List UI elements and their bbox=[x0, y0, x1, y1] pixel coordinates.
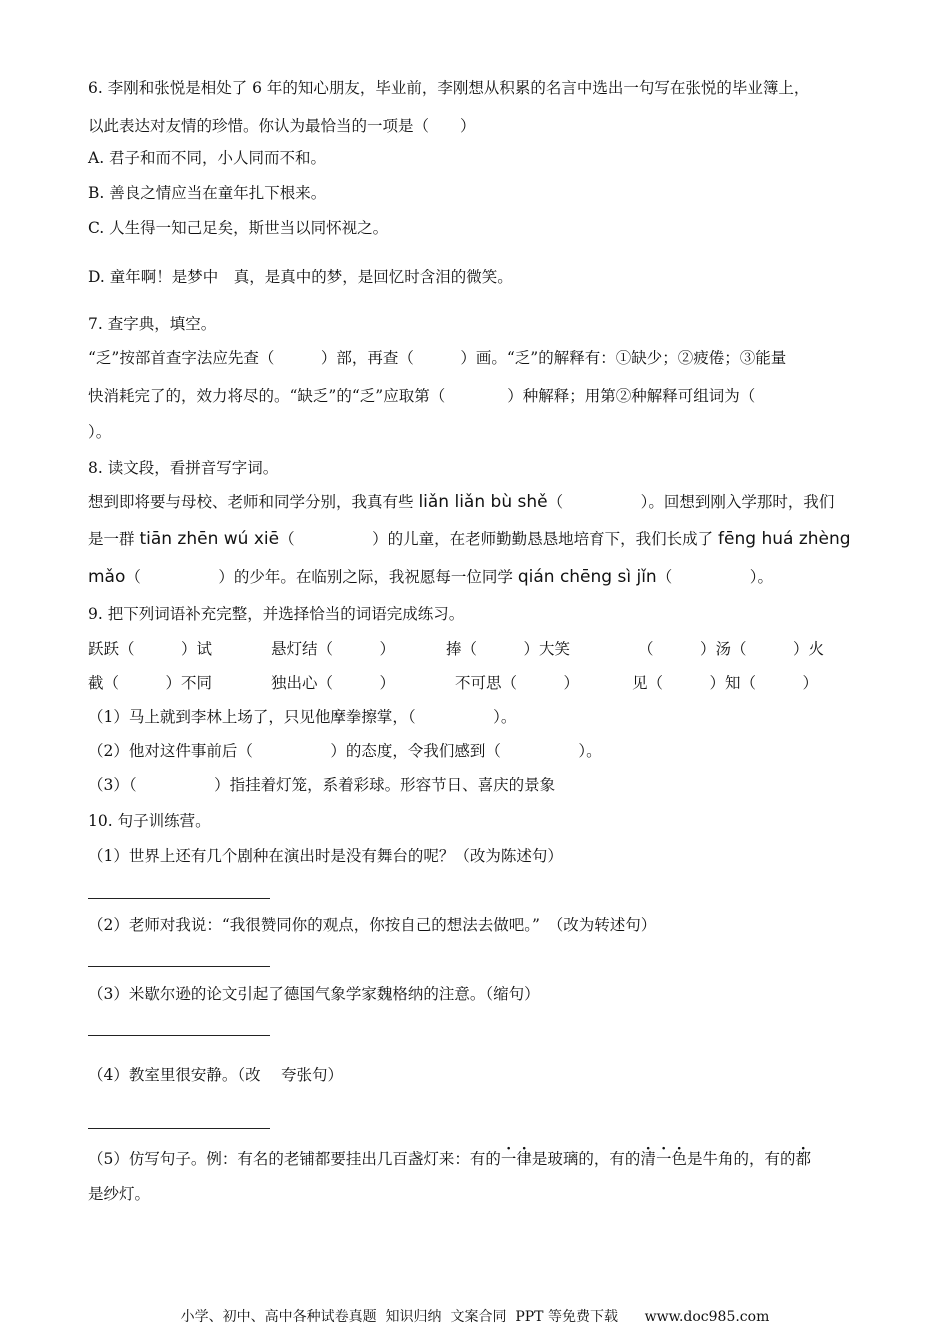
q8-line3-text-a: （ ）的少年。在临别之际，我祝愿每一位同学 bbox=[125, 568, 518, 586]
q8-pinyin-2: tiān zhēn wú xiē bbox=[139, 529, 280, 549]
q8-title: 8. 读文段，看拼音写字词。 bbox=[88, 459, 279, 477]
q10-item-2: （2）老师对我说：“我很赞同你的观点，你按自己的想法去做吧。” （改为转述句） bbox=[88, 916, 657, 934]
q10-emphasis-3: 都 bbox=[795, 1150, 811, 1168]
q8-pinyin-4: qián chēng sì jǐn bbox=[517, 567, 657, 587]
q9-sentence-2: （2）他对这件事前后（ ）的态度，令我们感到（ ）。 bbox=[88, 742, 602, 760]
q9-sentence-3: （3）（ ）指挂着灯笼，系着彩球。形容节日、喜庆的景象 bbox=[88, 776, 556, 794]
q10-item-5-text-c: 是牛角的，有的 bbox=[686, 1150, 796, 1168]
q9-sentence-1: （1）马上就到李林上场了，只见他摩拳擦掌，（ ）。 bbox=[88, 708, 517, 726]
q8-line1-text-b: （ ）。回想到刚入学那时，我们 bbox=[547, 493, 835, 511]
q6-option-d: D. 童年啊！是梦中 真，是真中的梦，是回忆时含泪的微笑。 bbox=[88, 268, 513, 286]
q9-word-4: （ ）汤（ ）火 bbox=[638, 640, 825, 658]
q10-item-5-text-b: 是玻璃的，有的 bbox=[531, 1150, 641, 1168]
q7-line2: 快消耗完了的，效力将尽的。“缺乏”的“乏”应取第（ ）种解释；用第②种解释可组词为（ bbox=[88, 387, 756, 405]
q10-emphasis-2: 清一色 bbox=[640, 1150, 687, 1168]
q8-line2 bbox=[88, 528, 851, 550]
q10-answer-line-1[interactable] bbox=[88, 898, 270, 899]
q6-option-c: C. 人生得一知己足矣，斯世当以同怀视之。 bbox=[88, 219, 389, 237]
q8-line1 bbox=[88, 491, 834, 513]
q7-line3: ）。 bbox=[88, 423, 112, 441]
q9-word-6: 独出心（ ） bbox=[271, 674, 396, 692]
q8-line1-text-a: 想到即将要与母校、老师和同学分别，我真有些 bbox=[88, 493, 419, 511]
q8-line2-text-a: 是一群 bbox=[88, 530, 140, 548]
q9-word-8: 见（ ）知（ ） bbox=[632, 674, 819, 692]
q8-line3-text-b: （ ）。 bbox=[656, 568, 773, 586]
q9-title: 9. 把下列词语补充完整，并选择恰当的词语完成练习。 bbox=[88, 605, 465, 623]
q10-item-1: （1）世界上还有几个剧种在演出时是没有舞台的呢？（改为陈述句） bbox=[88, 847, 563, 865]
q10-answer-line-4[interactable] bbox=[88, 1128, 270, 1129]
q10-item-5-text-a: （5）仿写句子。例：有名的老铺都要挂出几百盏灯来：有的 bbox=[88, 1150, 501, 1168]
q8-line3 bbox=[88, 566, 773, 588]
page-footer: 小学、初中、高中各种试卷真题 知识归纳 文案合同 PPT 等免费下载 www.doc985.com bbox=[180, 1309, 770, 1325]
q8-pinyin-3b: mǎo bbox=[88, 567, 126, 587]
q10-title: 10. 句子训练营。 bbox=[88, 812, 211, 830]
q10-answer-line-2[interactable] bbox=[88, 966, 270, 967]
q9-word-1: 跃跃（ ）试 bbox=[88, 640, 213, 658]
q6-stem-line2: 以此表达对友情的珍惜。你认为最恰当的一项是（ ） bbox=[88, 117, 476, 135]
q10-item-5 bbox=[88, 1148, 811, 1170]
q6-stem-line1: 6. 李刚和张悦是相处了 6 年的知心朋友，毕业前，李刚想从积累的名言中选出一句写在张悦的毕业簿上， bbox=[88, 79, 810, 97]
q9-word-3: 捧（ ）大笑 bbox=[446, 640, 571, 658]
q10-item-4: （4）教室里很安静。（改 夸张句） bbox=[88, 1066, 344, 1084]
q10-item-5-line2: 是纱灯。 bbox=[88, 1185, 151, 1203]
q8-pinyin-1: liǎn liǎn bù shě bbox=[418, 492, 548, 512]
q7-title: 7. 查字典，填空。 bbox=[88, 315, 217, 333]
q7-line1: “乏”按部首查字法应先查（ ）部，再查（ ）画。“乏”的解释有：①缺少；②疲倦；③能量 bbox=[88, 349, 787, 367]
q10-answer-line-3[interactable] bbox=[88, 1035, 270, 1036]
q8-line2-text-b: （ ）的儿童，在老师勤勤恳恳地培育下，我们长成了 bbox=[279, 530, 719, 548]
q10-item-3: （3）米歇尔逊的论文引起了德国气象学家魏格纳的注意。（缩句） bbox=[88, 985, 540, 1003]
q6-option-a: A. 君子和而不同，小人同而不和。 bbox=[88, 149, 327, 167]
q10-emphasis-1: 一律 bbox=[500, 1150, 532, 1168]
q9-word-2: 悬灯结（ ） bbox=[271, 640, 396, 658]
q9-word-5: 截（ ）不同 bbox=[88, 674, 213, 692]
q6-option-b: B. 善良之情应当在童年扎下根来。 bbox=[88, 184, 327, 202]
q9-word-7: 不可思（ ） bbox=[455, 674, 580, 692]
q8-pinyin-3a: fēng huá zhèng bbox=[718, 529, 851, 549]
